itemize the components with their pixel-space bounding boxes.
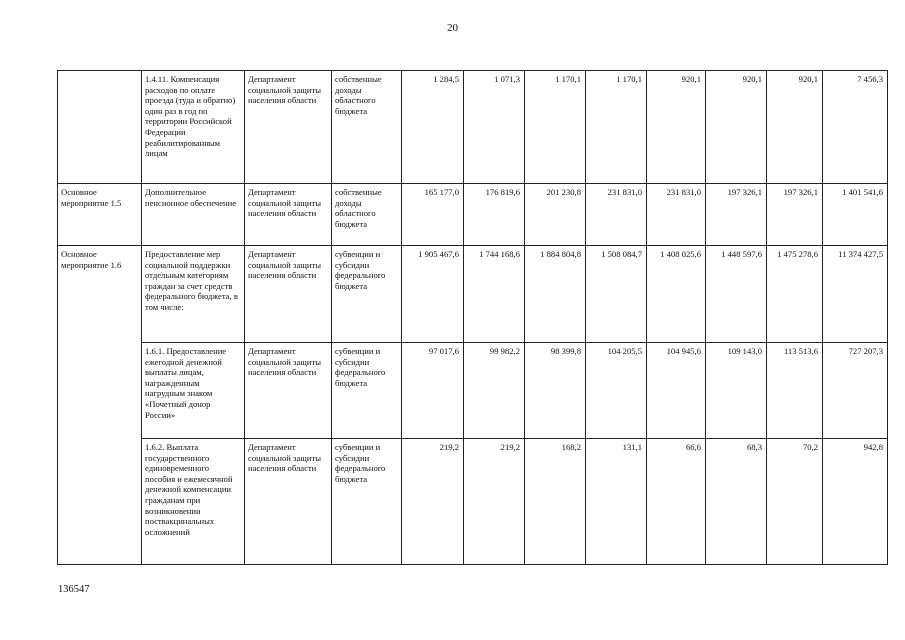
executor-cell: Департамент социальной защиты населения области bbox=[245, 343, 332, 439]
value-cell: 197 326,1 bbox=[706, 184, 767, 246]
value-cell: 66,6 bbox=[647, 439, 706, 565]
value-cell: 231 831,0 bbox=[586, 184, 647, 246]
value-cell: 176 819,6 bbox=[464, 184, 525, 246]
value-cell: 1 170,1 bbox=[586, 71, 647, 184]
value-cell: 231 831,0 bbox=[647, 184, 706, 246]
value-cell: 165 177,0 bbox=[402, 184, 464, 246]
value-cell: 920,1 bbox=[767, 71, 823, 184]
value-cell: 98 399,8 bbox=[525, 343, 586, 439]
document-code: 136547 bbox=[58, 584, 90, 595]
value-cell: 1 905 467,6 bbox=[402, 246, 464, 343]
executor-cell: Департамент социальной защиты населения области bbox=[245, 246, 332, 343]
value-cell: 1 508 084,7 bbox=[586, 246, 647, 343]
value-cell: 70,2 bbox=[767, 439, 823, 565]
funding-source-cell: субвенции и субсидии федерального бюджета bbox=[332, 439, 402, 565]
value-cell: 1 744 168,6 bbox=[464, 246, 525, 343]
value-cell: 920,1 bbox=[706, 71, 767, 184]
value-cell: 97 017,6 bbox=[402, 343, 464, 439]
activity-name-cell: 1.4.11. Компенсация расходов по оплате проезда (туда и обратно) один раз в год по территории Российской Федерации реабилитированным лицам bbox=[142, 71, 245, 184]
total-cell: 727 207,3 bbox=[823, 343, 888, 439]
total-cell: 11 374 427,5 bbox=[823, 246, 888, 343]
value-cell: 1 408 025,6 bbox=[647, 246, 706, 343]
value-cell: 113 513,6 bbox=[767, 343, 823, 439]
table-row bbox=[58, 184, 888, 246]
value-cell: 920,1 bbox=[647, 71, 706, 184]
value-cell: 1 284,5 bbox=[402, 71, 464, 184]
table-row bbox=[58, 439, 888, 565]
value-cell: 168,2 bbox=[525, 439, 586, 565]
funding-source-cell: субвенции и субсидии федерального бюджета bbox=[332, 343, 402, 439]
executor-cell: Департамент социальной защиты населения области bbox=[245, 184, 332, 246]
measure-cell bbox=[58, 71, 142, 184]
executor-cell: Департамент социальной защиты населения области bbox=[245, 439, 332, 565]
total-cell: 1 401 541,6 bbox=[823, 184, 888, 246]
value-cell: 104 945,6 bbox=[647, 343, 706, 439]
table-row bbox=[58, 71, 888, 184]
measure-cell: Основное мероприятие 1.5 bbox=[58, 184, 142, 246]
value-cell: 1 071,3 bbox=[464, 71, 525, 184]
value-cell: 219,2 bbox=[464, 439, 525, 565]
budget-table bbox=[57, 70, 888, 565]
activity-name-cell: 1.6.2. Выплата государственного единовременного пособия и ежемесячной денежной компенсации гражданам при возникновении поствакцинальных осложнений bbox=[142, 439, 245, 565]
value-cell: 219,2 bbox=[402, 439, 464, 565]
total-cell: 942,8 bbox=[823, 439, 888, 565]
value-cell: 68,3 bbox=[706, 439, 767, 565]
value-cell: 1 170,1 bbox=[525, 71, 586, 184]
value-cell: 197 326,1 bbox=[767, 184, 823, 246]
measure-cell: Основное мероприятие 1.6 bbox=[58, 246, 142, 565]
total-cell: 7 456,3 bbox=[823, 71, 888, 184]
funding-source-cell: собственные доходы областного бюджета bbox=[332, 71, 402, 184]
value-cell: 99 982,2 bbox=[464, 343, 525, 439]
table-row bbox=[58, 343, 888, 439]
activity-name-cell: Предоставление мер социальной поддержки отдельным категориям граждан за счет средств федерального бюджета, в том числе: bbox=[142, 246, 245, 343]
funding-source-cell: собственные доходы областного бюджета bbox=[332, 184, 402, 246]
activity-name-cell: Дополнительное пенсионное обеспечение bbox=[142, 184, 245, 246]
value-cell: 104 205,5 bbox=[586, 343, 647, 439]
value-cell: 1 884 804,8 bbox=[525, 246, 586, 343]
value-cell: 201 230,8 bbox=[525, 184, 586, 246]
page-number: 20 bbox=[447, 22, 458, 34]
value-cell: 109 143,0 bbox=[706, 343, 767, 439]
value-cell: 1 475 278,6 bbox=[767, 246, 823, 343]
table-row bbox=[58, 246, 888, 343]
value-cell: 1 448 597,6 bbox=[706, 246, 767, 343]
activity-name-cell: 1.6.1. Предоставление ежегодной денежной выплаты лицам, награжденным нагрудным знаком «Почетный донор России» bbox=[142, 343, 245, 439]
value-cell: 131,1 bbox=[586, 439, 647, 565]
funding-source-cell: субвенции и субсидии федерального бюджета bbox=[332, 246, 402, 343]
executor-cell: Департамент социальной защиты населения области bbox=[245, 71, 332, 184]
